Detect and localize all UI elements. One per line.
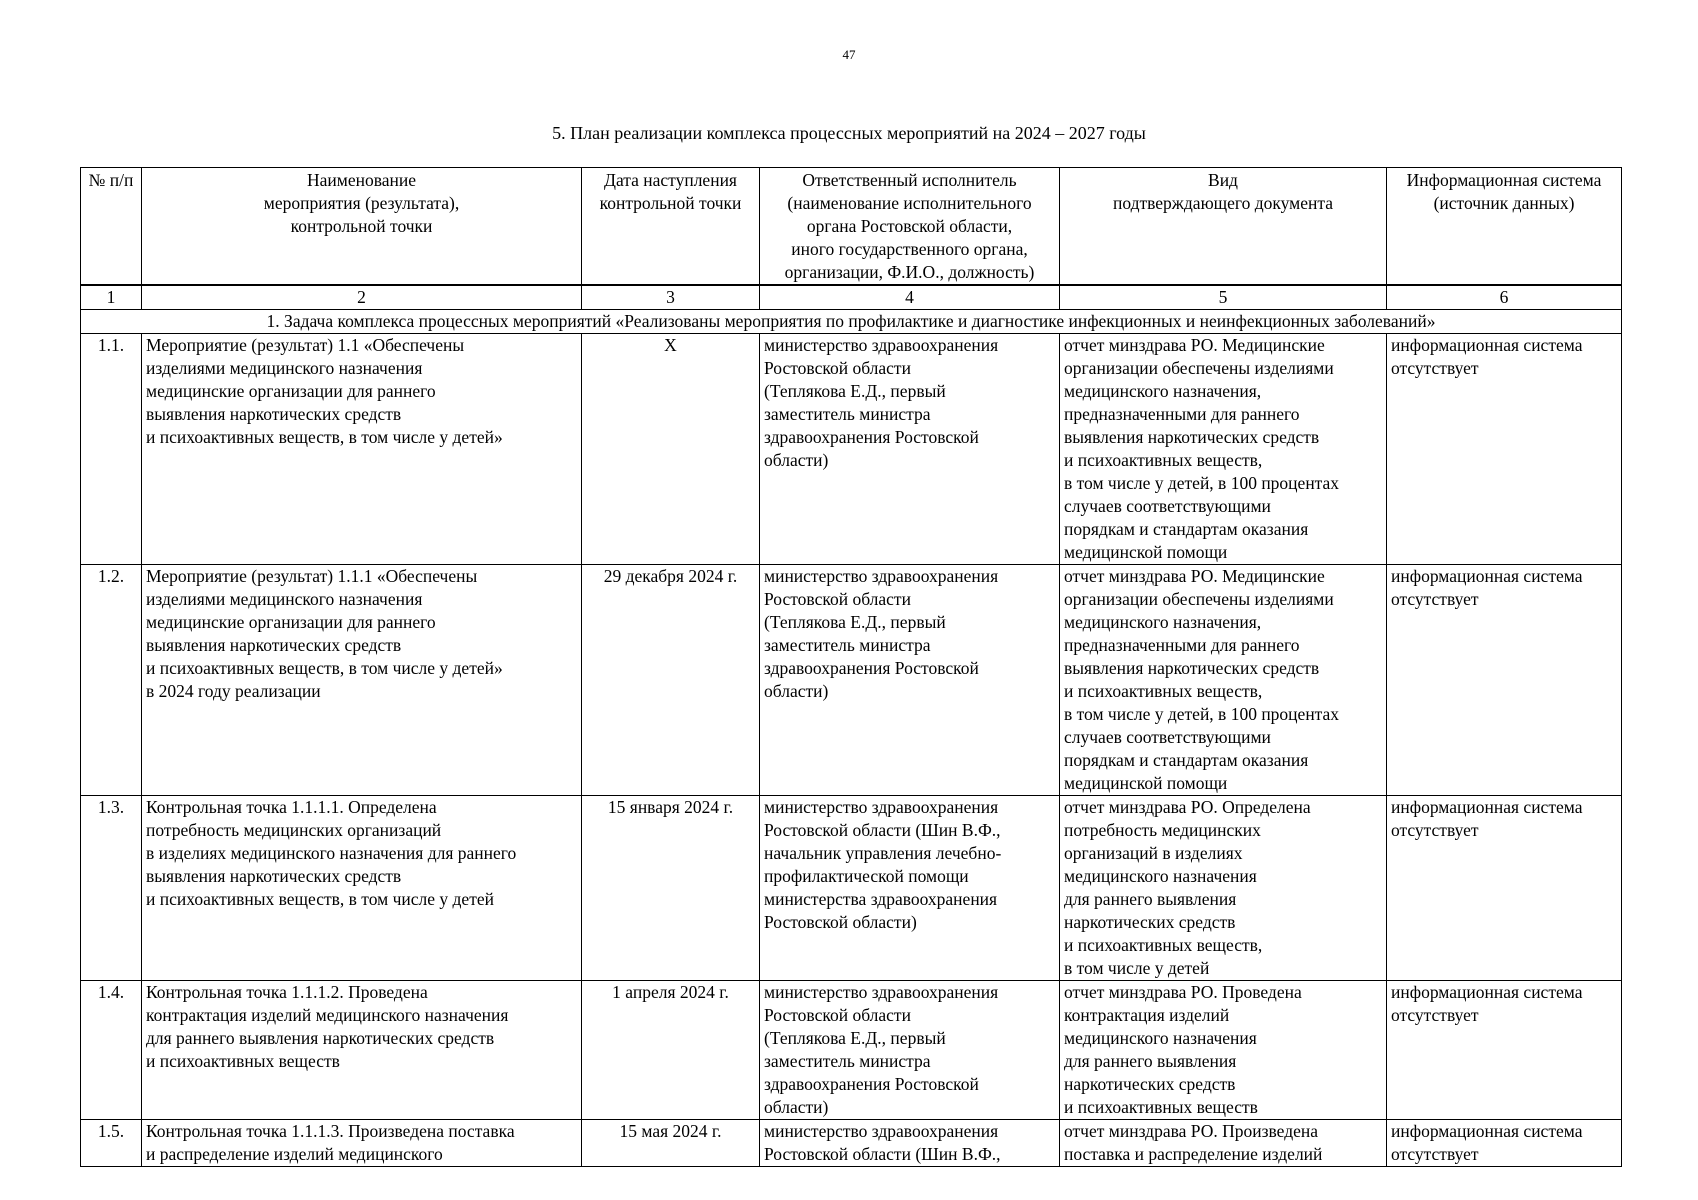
header-system: Информационная система (источник данных) bbox=[1387, 168, 1622, 286]
column-number: 3 bbox=[582, 285, 760, 310]
row-date: 15 мая 2024 г. bbox=[582, 1120, 760, 1167]
row-document: отчет минздрава РО. Медицинские организации обеспечены изделиями медицинского назначения, предназначенными для раннего выявления наркотических средств и психоактивных веществ, в том числе у детей, в 100 процентах случаев соответствующими порядкам и стандартам оказания медицинской помощи bbox=[1060, 565, 1387, 796]
row-system: информационная система отсутствует bbox=[1387, 565, 1622, 796]
row-name: Контрольная точка 1.1.1.3. Произведена поставка и распределение изделий медицинского bbox=[142, 1120, 582, 1167]
table-row bbox=[81, 796, 1622, 981]
row-responsible: министерство здравоохранения Ростовской области (Шин В.Ф., начальник управления лечебно- профилактической помощи министерства здравоохранения Ростовской области) bbox=[760, 796, 1060, 981]
table-row bbox=[81, 334, 1622, 565]
row-date: 1 апреля 2024 г. bbox=[582, 981, 760, 1120]
header-document: Вид подтверждающего документа bbox=[1060, 168, 1387, 286]
header-name: Наименование мероприятия (результата), контрольной точки bbox=[142, 168, 582, 286]
table-row bbox=[81, 565, 1622, 796]
row-date: X bbox=[582, 334, 760, 565]
row-system: информационная система отсутствует bbox=[1387, 1120, 1622, 1167]
row-system: информационная система отсутствует bbox=[1387, 334, 1622, 565]
row-number: 1.3. bbox=[81, 796, 142, 981]
table-row bbox=[81, 1120, 1622, 1167]
row-name: Мероприятие (результат) 1.1 «Обеспечены изделиями медицинского назначения медицинские организации для раннего выявления наркотических средств и психоактивных веществ, в том числе у детей» bbox=[142, 334, 582, 565]
table-row bbox=[81, 981, 1622, 1120]
column-number: 4 bbox=[760, 285, 1060, 310]
row-system: информационная система отсутствует bbox=[1387, 796, 1622, 981]
row-number: 1.4. bbox=[81, 981, 142, 1120]
row-document: отчет минздрава РО. Определена потребность медицинских организаций в изделиях медицинского назначения для раннего выявления наркотических средств и психоактивных веществ, в том числе у детей bbox=[1060, 796, 1387, 981]
table-header-row bbox=[81, 168, 1622, 286]
column-number: 5 bbox=[1060, 285, 1387, 310]
header-responsible: Ответственный исполнитель (наименование исполнительного органа Ростовской области, иного государственного органа, организации, Ф.И.О., должность) bbox=[760, 168, 1060, 286]
row-responsible: министерство здравоохранения Ростовской области (Теплякова Е.Д., первый заместитель министра здравоохранения Ростовской области) bbox=[760, 565, 1060, 796]
page-number: 47 bbox=[842, 47, 856, 62]
row-document: отчет минздрава РО. Проведена контрактация изделий медицинского назначения для раннего выявления наркотических средств и психоактивных веществ bbox=[1060, 981, 1387, 1120]
row-responsible: министерство здравоохранения Ростовской области (Шин В.Ф., bbox=[760, 1120, 1060, 1167]
row-document: отчет минздрава РО. Медицинские организации обеспечены изделиями медицинского назначения, предназначенными для раннего выявления наркотических средств и психоактивных веществ, в том числе у детей, в 100 процентах случаев соответствующими порядкам и стандартам оказания медицинской помощи bbox=[1060, 334, 1387, 565]
column-number: 1 bbox=[81, 285, 142, 310]
row-date: 15 января 2024 г. bbox=[582, 796, 760, 981]
row-responsible: министерство здравоохранения Ростовской области (Теплякова Е.Д., первый заместитель министра здравоохранения Ростовской области) bbox=[760, 981, 1060, 1120]
task-title: 1. Задача комплекса процессных мероприятий «Реализованы мероприятия по профилактике и диагностике инфекционных и неинфекционных заболеваний» bbox=[81, 310, 1622, 334]
row-number: 1.2. bbox=[81, 565, 142, 796]
header-date: Дата наступления контрольной точки bbox=[582, 168, 760, 286]
task-row bbox=[81, 310, 1622, 334]
row-responsible: министерство здравоохранения Ростовской области (Теплякова Е.Д., первый заместитель министра здравоохранения Ростовской области) bbox=[760, 334, 1060, 565]
plan-table bbox=[80, 167, 1622, 1167]
row-date: 29 декабря 2024 г. bbox=[582, 565, 760, 796]
row-name: Контрольная точка 1.1.1.2. Проведена контрактация изделий медицинского назначения для раннего выявления наркотических средств и психоактивных веществ bbox=[142, 981, 582, 1120]
row-name: Мероприятие (результат) 1.1.1 «Обеспечены изделиями медицинского назначения медицинские организации для раннего выявления наркотических средств и психоактивных веществ, в том числе у детей» в 2024 году реализации bbox=[142, 565, 582, 796]
column-number-row bbox=[81, 285, 1622, 310]
row-number: 1.5. bbox=[81, 1120, 142, 1167]
row-system: информационная система отсутствует bbox=[1387, 981, 1622, 1120]
row-number: 1.1. bbox=[81, 334, 142, 565]
column-number: 6 bbox=[1387, 285, 1622, 310]
page-title: 5. План реализации комплекса процессных мероприятий на 2024 – 2027 годы bbox=[552, 123, 1146, 143]
row-name: Контрольная точка 1.1.1.1. Определена потребность медицинских организаций в изделиях медицинского назначения для раннего выявления наркотических средств и психоактивных веществ, в том числе у детей bbox=[142, 796, 582, 981]
row-document: отчет минздрава РО. Произведена поставка и распределение изделий bbox=[1060, 1120, 1387, 1167]
header-num: № п/п bbox=[81, 168, 142, 286]
column-number: 2 bbox=[142, 285, 582, 310]
